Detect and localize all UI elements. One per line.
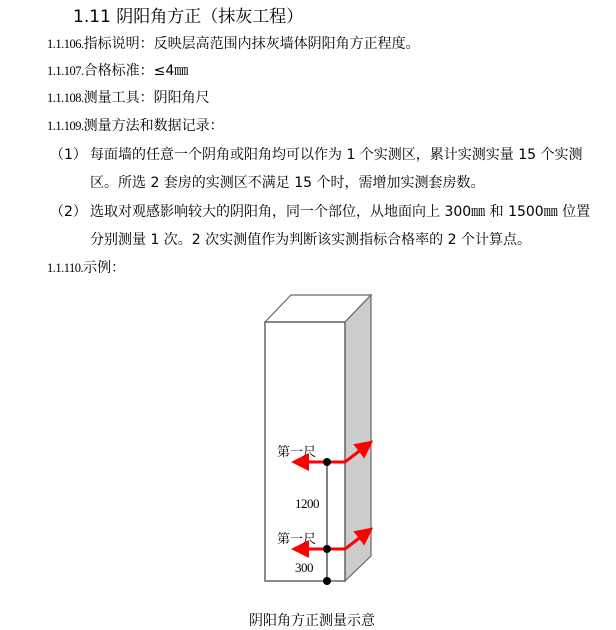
item-number: 1.1.107. xyxy=(47,64,84,78)
method-2-mark: （2） xyxy=(50,204,87,220)
item-number: 1.1.106. xyxy=(47,37,84,51)
dimension-300: 300 xyxy=(295,560,313,575)
item-text: 合格标准：≤4㎜ xyxy=(83,63,189,79)
ruler-label-lower: 第一尺 xyxy=(277,532,317,547)
method-2-line1: 选取对观感影响较大的阴阳角，同一个部位，从地面向上 300㎜ 和 1500㎜ 位置 xyxy=(90,204,591,220)
ruler-label-upper: 第一尺 xyxy=(277,445,317,460)
diagram-caption: 阴阳角方正测量示意 xyxy=(249,613,375,629)
item-text: 测量工具：阴阳角尺 xyxy=(83,90,210,106)
dimension-1200: 1200 xyxy=(295,496,319,511)
item-number: 1.1.108. xyxy=(47,91,84,105)
item-number: 1.1.110. xyxy=(47,261,84,275)
measure-point xyxy=(323,545,331,553)
measure-point xyxy=(323,458,331,466)
section-title: 1.11 阴阳角方正（抹灰工程） xyxy=(73,7,304,27)
method-1-line2: 区。所选 2 套房的实测区不满足 15 个时，需增加实测套房数。 xyxy=(90,175,485,191)
item-text: 示例： xyxy=(83,260,126,276)
item-text: 指标说明：反映层高范围内抹灰墙体阴阳角方正程度。 xyxy=(83,36,420,52)
method-1-mark: （1） xyxy=(50,147,87,163)
method-1-line1: 每面墙的任意一个阴角或阳角均可以作为 1 个实测区，累计实测实量 15 个实测 xyxy=(90,147,583,163)
item-text: 测量方法和数据记录： xyxy=(83,118,224,134)
floor-point xyxy=(323,577,331,585)
item-number: 1.1.109. xyxy=(47,119,84,133)
method-2-line2: 分别测量 1 次。2 次实测值作为判断该实测指标合格率的 2 个计算点。 xyxy=(90,232,531,248)
